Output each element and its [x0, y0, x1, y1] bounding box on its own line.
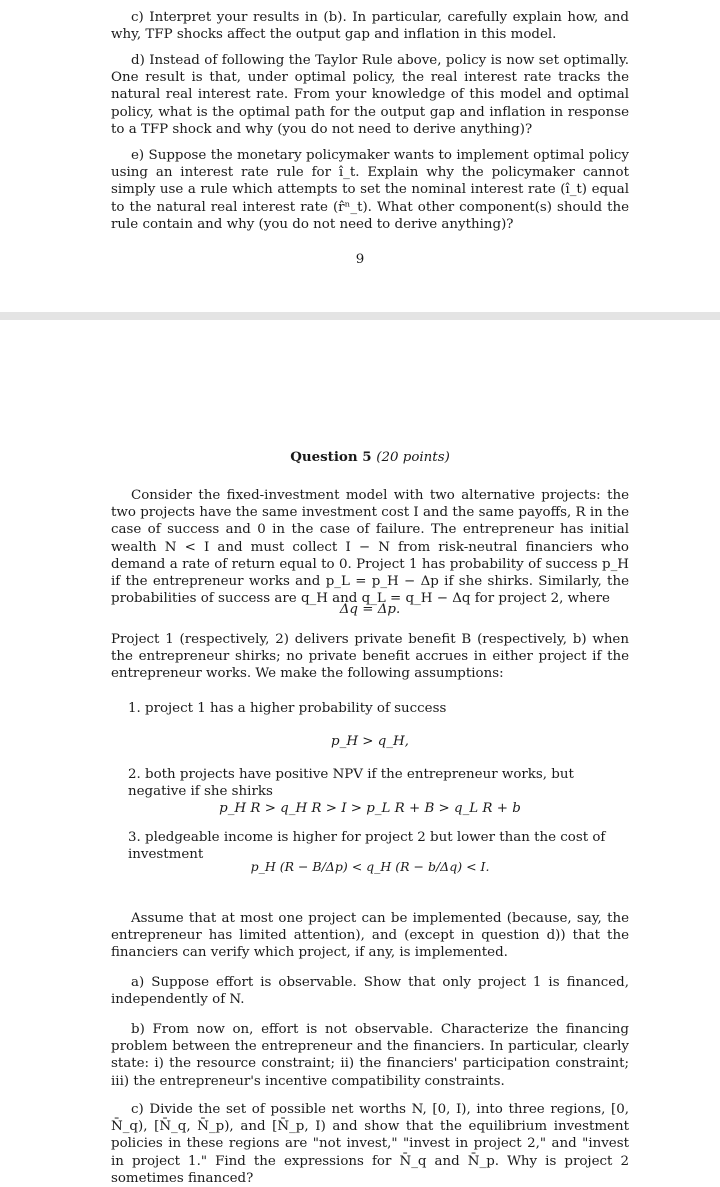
assumption-2 [128, 766, 628, 800]
assumption-1-text: project 1 has a higher probability of success [145, 701, 447, 716]
question-title [0, 449, 720, 466]
assumption-1-number: 1. [128, 701, 141, 716]
equation-delta: Δq = Δp. [339, 602, 401, 617]
question-points: (20 points) [376, 450, 450, 465]
question-title-text: Question 5 [290, 449, 372, 465]
assumption-2-text: both projects have positive NPV if the entrepreneur works, but negative if she shirks [128, 767, 574, 800]
question-intro: Consider the fixed-investment model with two alternative projects: the two projects have the same investment cost I and the same payoffs, R in the case of success and 0 in the case of failure. The entrepreneur has initial wealth N < I and must collect I − N from risk-neutral financiers who demand a rate of return equal to 0. Project 1 has probability of success p_H if the entrepreneur works and p_L = p_H − Δp if she shirks. Similarly, the probabilities of success are q_H and q_L = q_H − Δq for project 2, where [111, 488, 629, 607]
part-c-previous: c) Interpret your results in (b). In particular, carefully explain how, and why, TFP shocks affect the output gap and inflation in this model. [111, 10, 629, 43]
assumption-1 [128, 700, 628, 717]
assumption-3-number: 3. [128, 830, 141, 845]
assumption-2-number: 2. [128, 767, 141, 782]
assumption-2-equation: p_H R > q_H R > I > p_L R + B > q_L R + b [219, 801, 521, 816]
part-c: c) Divide the set of possible net worths N, [0, I), into three regions, [0, N̄_q), [N̄_q, N̄_p), and [N̄_p, I) and show that the equilibrium investment policies in these regions are "not invest," "invest in project 2," and "invest in project 1." Find the expressions for N̄_q and N̄_p. Why is project 2 sometimes financed? [111, 1102, 629, 1186]
part-e-previous: e) Suppose the monetary policymaker wants to implement optimal policy using an interest rate rule for î_t. Explain why the policymaker cannot simply use a rule which attempts to set the nominal interest rate (î_t) equal to the natural real interest rate (r̂ⁿ_t). What other component(s) should the rule contain and why (you do not need to derive anything)? [111, 148, 629, 232]
private-benefit-text: Project 1 (respectively, 2) delivers private benefit B (respectively, b) when the entrepreneur shirks; no private benefit accrues in either project if the entrepreneur works. We make the following assumptions: [111, 632, 629, 682]
page-separator [0, 312, 720, 320]
assumption-1-equation: p_H > q_H, [331, 734, 409, 749]
part-d-previous: d) Instead of following the Taylor Rule above, policy is now set optimally. One result is that, under optimal policy, the real interest rate tracks the natural real interest rate. From your knowledge of this model and optimal policy, what is the optimal path for the output gap and inflation in response to a TFP shock and why (you do not need to derive anything)? [111, 53, 629, 137]
part-b: b) From now on, effort is not observable. Characterize the financing problem between the entrepreneur and the financiers. In particular, clearly state: i) the resource constraint; ii) the financiers' participation constraint; iii) the entrepreneur's incentive compatibility constraints. [111, 1022, 629, 1089]
assumption-3-equation: p_H (R − B/Δp) < q_H (R − b/Δq) < I. [250, 859, 490, 874]
part-a: a) Suppose effort is observable. Show that only project 1 is financed, independently of N. [111, 975, 629, 1008]
assumption-3-text: pledgeable income is higher for project 2 but lower than the cost of investment [128, 830, 606, 863]
page-number: 9 [355, 252, 365, 267]
assume-one-project: Assume that at most one project can be implemented (because, say, the entrepreneur has limited attention), and (except in question d)) that the financiers can verify which project, if any, is implemented. [111, 911, 629, 961]
